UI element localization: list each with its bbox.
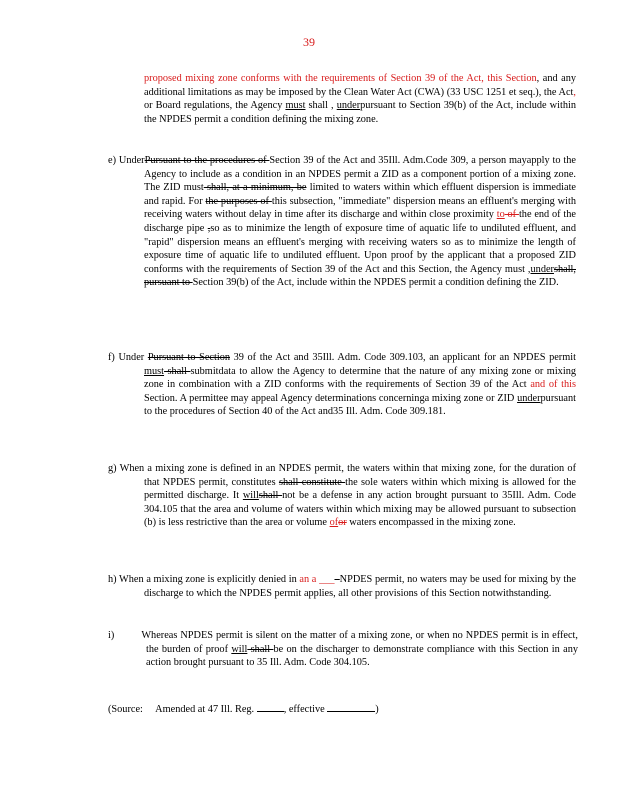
register-page-blank — [257, 701, 284, 712]
page-number: 39 — [303, 35, 315, 49]
deleted-text: , — [207, 222, 211, 234]
inserted-text: , — [573, 86, 576, 98]
subsection-e — [108, 154, 576, 290]
deleted-text: of — [504, 209, 519, 221]
subsection-g — [108, 462, 576, 530]
inserted-text: will — [242, 490, 259, 502]
inserted-text: will — [231, 643, 248, 655]
body-text: shall , — [305, 100, 337, 112]
deleted-text: Pursuant to the procedures of — [144, 155, 270, 166]
body-text: data to allow the Agency to determine that the nature of any mixing zone or mixing zone in combination with a ZID conforms with the requirements of Section 39 of the Act — [144, 365, 576, 391]
source-close: ) — [375, 704, 379, 715]
deleted-text: shall, pursuant to — [144, 263, 576, 289]
deleted-text: shall — [247, 643, 274, 655]
body-text: the end of the discharge pipe — [144, 209, 576, 234]
body-text: Section. A permittee may appeal Agency determinations concerning — [144, 392, 425, 404]
body-text: e) Under — [108, 155, 145, 166]
inserted-text: proposed mixing zone conforms with the requirements of Section 39 of the Act, this Section — [144, 73, 537, 84]
body-text: submit — [190, 365, 219, 377]
body-text: limited to waters within which effluent dispersion is immediate and rapid. For — [144, 182, 576, 207]
deleted-text: the purposes of — [205, 195, 272, 207]
body-text: f) Under — [108, 352, 148, 363]
body-text: so as to minimize the length of exposure time of aquatic life to undiluted effluent, and "rapid" dispersion means an effluent's merging with receiving waters so as to minimize the length of exposure time of aquatic life to undiluted effluent. Upon proof by the applicant that a proposed ZID conforms with the requirements of Section 39 of the Act and this Section, the Agency must , — [144, 222, 576, 275]
body-text: mixing zone or ZID — [429, 392, 518, 404]
inserted-text: must — [144, 365, 165, 377]
deleted-text: Pursuant to Section — [147, 352, 230, 363]
body-text: not be a defense in any action brought pursuant to 35Ill. Adm. Code 304.105 that the area and volume of waters within which mixing may be allowed pursuant to subsection (b) is less restrictive than the area or volume — [144, 490, 577, 529]
inserted-text: must — [183, 182, 204, 194]
body-text: NPDES permit, no waters may be used for mixing by the discharge to which the NPDES permit applies, all other provisions of this Section notwithstanding. — [144, 574, 576, 599]
body-text: the sole waters within which mixing is allowed for the permitted discharge. It — [144, 476, 576, 502]
inserted-text: ___ — [319, 574, 335, 585]
body-text: h) When a mixing zone is explicitly denied in — [108, 574, 300, 585]
inserted-text: under — [530, 263, 554, 275]
source-effective: , effective — [283, 704, 325, 715]
inserted-text: and of this — [530, 379, 576, 391]
body-text: or Board regulations, the Agency — [144, 100, 286, 112]
body-text: i) Whereas NPDES permit is silent on the matter of a mixing zone, or when no NPDES permit is in effect, the burden of proof — [108, 630, 578, 655]
deleted-text: or — [338, 517, 347, 529]
body-text: , and any additional limitations as may be imposed by the Clean Water Act (CWA) (33 USC 1251 et seq.), the Act — [144, 73, 576, 98]
body-text: this subsection, "immediate" dispersion means an effluent's merging with receiving waters without delay in time after its discharge and within close proximity — [144, 195, 576, 221]
body-text: waters encompassed in the mixing zone. — [346, 517, 516, 529]
subsection-i — [108, 629, 578, 670]
body-text: Section 39 of the Act and 35Ill. Adm.Code 309, a person may — [269, 155, 527, 166]
inserted-text: a — [424, 392, 430, 404]
body-text: 39 of the Act and 35Ill. Adm. Code 309.103, an applicant for an NPDES permit — [230, 352, 576, 363]
inserted-text: under — [517, 392, 541, 404]
effective-date-blank — [327, 701, 375, 712]
deleted-text: shall, at a minimum, be — [203, 182, 307, 194]
source-label: (Source: Amended at 47 Ill. Reg. — [108, 704, 255, 715]
body-text: pursuant to the procedures of Section 40 of the Act and35 Ill. Adm. Code 309.181. — [144, 392, 576, 418]
subsection-f — [108, 351, 576, 419]
inserted-text: under — [336, 100, 361, 112]
body-text: pursuant to Section 39(b) of the Act, include within the NPDES permit a condition defining the mixing zone. — [144, 100, 576, 125]
inserted-text: an a — [299, 574, 320, 585]
body-text: g) When a mixing zone is defined in an NPDES permit, the waters within that mixing zone, for the duration of that NPDES permit, constitutes — [108, 463, 576, 488]
body-text: Section 39(b) of the Act, include within the NPDES permit a condition defining the ZID. — [192, 277, 559, 289]
inserted-text: to — [496, 209, 505, 221]
subsection-h — [108, 573, 576, 600]
paragraph-continuation — [108, 72, 576, 126]
source-note — [108, 701, 540, 717]
deleted-text: – — [334, 574, 340, 585]
inserted-text: must — [285, 100, 306, 112]
body-text: be on the discharger to demonstrate compliance with this Section in any action brought pursuant to 35 Ill. Adm. Code 304.105. — [146, 643, 578, 669]
deleted-text: shall — [164, 365, 191, 377]
inserted-text: of — [329, 517, 339, 529]
deleted-text: shall constitute — [278, 476, 346, 488]
deleted-text: shall — [258, 490, 283, 502]
body-text: apply to the Agency to include as a condition in an NPDES permit a ZID as a component portion of a mixing zone. The ZID — [144, 155, 576, 194]
